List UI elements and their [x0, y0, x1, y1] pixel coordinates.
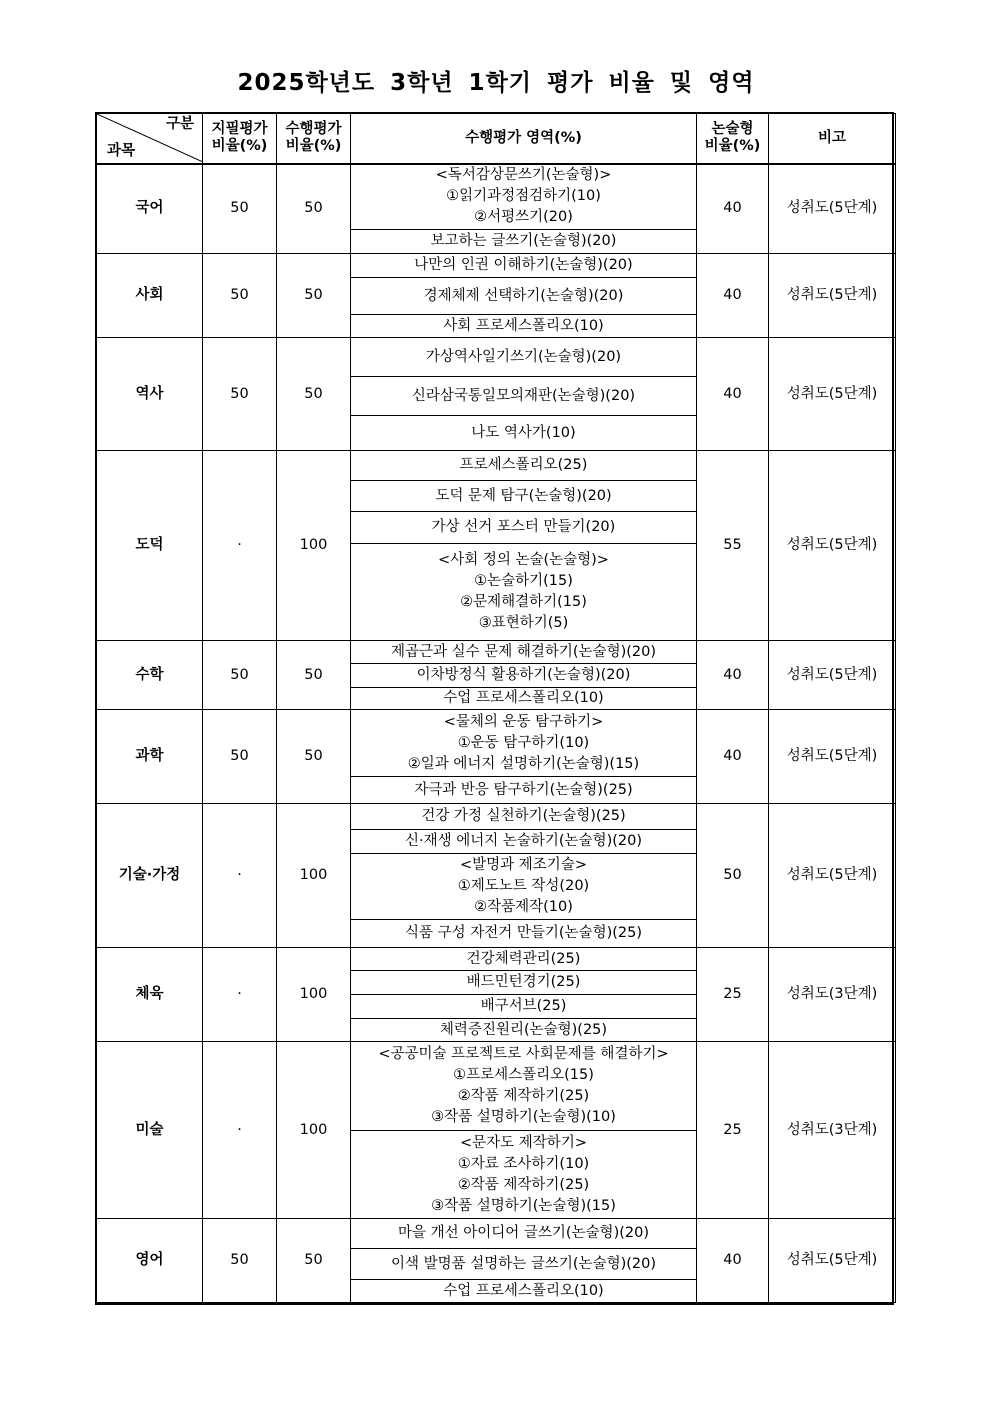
- essay-ratio-cell: 25: [697, 948, 769, 1042]
- area-line: ③표현하기(5): [478, 615, 569, 631]
- area-line: ①논술하기(15): [474, 573, 573, 589]
- header-written-ratio: 지필평가 비율(%): [203, 114, 277, 164]
- area-line: <사회 정의 논술(논술형)>: [438, 552, 609, 568]
- performance-area-cell: [351, 544, 697, 641]
- essay-ratio-cell: 40: [697, 164, 769, 254]
- performance-ratio-cell: 100: [277, 1042, 351, 1219]
- area-line: <독서감상문쓰기(논술형)>: [435, 167, 612, 184]
- written-ratio-cell: ·: [203, 948, 277, 1042]
- essay-ratio-cell: 55: [697, 451, 769, 641]
- performance-area-cell: [351, 315, 697, 338]
- area-line: 나만의 인권 이해하기(논술형)(20): [414, 257, 633, 273]
- subject-cell: 체육: [97, 948, 203, 1042]
- area-line: <공공미술 프로젝트로 사회문제를 해결하기>: [378, 1046, 669, 1062]
- performance-area-cell: [351, 254, 697, 278]
- area-line: 수업 프로세스폴리오(10): [443, 690, 604, 706]
- performance-ratio-cell: 50: [277, 164, 351, 254]
- table-row: [97, 804, 896, 830]
- header-performance-ratio: 수행평가 비율(%): [277, 114, 351, 164]
- performance-ratio-cell: 50: [277, 641, 351, 710]
- area-line: 신·재생 에너지 논술하기(논술형)(20): [405, 833, 642, 849]
- remarks-cell: 성취도(5단계): [769, 254, 896, 338]
- subject-cell: 과학: [97, 710, 203, 804]
- essay-ratio-cell: 25: [697, 1042, 769, 1219]
- area-line: 나도 역사가(10): [471, 424, 576, 441]
- area-line: 사회 프로세스폴리오(10): [443, 317, 604, 334]
- table-header-row: [97, 114, 896, 164]
- performance-area-cell: [351, 338, 697, 377]
- remarks-cell: 성취도(5단계): [769, 641, 896, 710]
- performance-ratio-cell: 100: [277, 948, 351, 1042]
- performance-area-cell: [351, 1131, 697, 1219]
- subject-cell: 영어: [97, 1219, 203, 1303]
- essay-ratio-cell: 40: [697, 641, 769, 710]
- header-essay-ratio: 논술형 비율(%): [697, 114, 769, 164]
- remarks-cell: 성취도(5단계): [769, 451, 896, 641]
- area-line: 경제체제 선택하기(논술형)(20): [423, 287, 624, 304]
- written-ratio-cell: 50: [203, 641, 277, 710]
- area-line: ②작품 제작하기(25): [457, 1088, 590, 1104]
- area-line: 프로세스폴리오(25): [459, 457, 588, 473]
- performance-area-cell: [351, 1019, 697, 1042]
- performance-ratio-cell: 50: [277, 1219, 351, 1303]
- essay-ratio-cell: 40: [697, 338, 769, 451]
- performance-area-cell: [351, 481, 697, 512]
- area-line: ③작품 설명하기(논술형)(15): [431, 1197, 616, 1214]
- corner-label-category: 구분: [165, 116, 194, 133]
- area-line: ②작품제작(10): [474, 899, 573, 915]
- header-remarks: 비고: [769, 114, 896, 164]
- remarks-cell: 성취도(5단계): [769, 804, 896, 948]
- area-line: ①운동 탐구하기(10): [457, 734, 590, 751]
- subject-cell: 수학: [97, 641, 203, 710]
- area-line: 수업 프로세스폴리오(10): [443, 1282, 604, 1299]
- performance-area-cell: [351, 451, 697, 481]
- table-row: [97, 254, 896, 278]
- written-ratio-cell: 50: [203, 338, 277, 451]
- written-ratio-cell: 50: [203, 164, 277, 254]
- essay-ratio-cell: 40: [697, 710, 769, 804]
- performance-area-cell: [351, 278, 697, 315]
- remarks-cell: 성취도(5단계): [769, 338, 896, 451]
- area-line: 이색 발명품 설명하는 글쓰기(논술형)(20): [390, 1255, 656, 1272]
- performance-area-cell: [351, 1280, 697, 1303]
- area-line: 신라삼국통일모의재판(논술형)(20): [411, 387, 636, 404]
- area-line: ②작품 제작하기(25): [457, 1176, 590, 1193]
- area-line: <발명과 제조기술>: [460, 857, 587, 873]
- performance-area-cell: [351, 416, 697, 451]
- remarks-cell: 성취도(5단계): [769, 1219, 896, 1303]
- written-ratio-cell: 50: [203, 254, 277, 338]
- essay-ratio-cell: 40: [697, 254, 769, 338]
- subject-cell: 도덕: [97, 451, 203, 641]
- performance-area-cell: [351, 830, 697, 854]
- written-ratio-cell: ·: [203, 451, 277, 641]
- area-line: ①자료 조사하기(10): [457, 1155, 590, 1172]
- performance-area-cell: [351, 377, 697, 416]
- area-line: 식품 구성 자전거 만들기(논술형)(25): [405, 925, 642, 941]
- table-row: [97, 710, 896, 777]
- subject-cell: 사회: [97, 254, 203, 338]
- page-title: 2025학년도 3학년 1학기 평가 비율 및 영역: [237, 70, 755, 96]
- performance-area-cell: [351, 1219, 697, 1249]
- header-performance-area: 수행평가 영역(%): [351, 114, 697, 164]
- table-row: [97, 1042, 896, 1131]
- performance-area-cell: [351, 710, 697, 777]
- area-line: 제곱근과 실수 문제 해결하기(논술형)(20): [390, 643, 656, 660]
- written-ratio-cell: ·: [203, 804, 277, 948]
- table-row: [97, 164, 896, 230]
- essay-ratio-cell: 40: [697, 1219, 769, 1303]
- subject-cell: 역사: [97, 338, 203, 451]
- performance-area-cell: [351, 230, 697, 254]
- area-line: 건강체력관리(25): [466, 950, 581, 967]
- written-ratio-cell: 50: [203, 710, 277, 804]
- performance-area-cell: [351, 920, 697, 948]
- area-line: 도덕 문제 탐구(논술형)(20): [435, 487, 612, 504]
- performance-ratio-cell: 50: [277, 254, 351, 338]
- subject-cell: 기술·가정: [97, 804, 203, 948]
- table-row: [97, 451, 896, 481]
- performance-ratio-cell: 50: [277, 710, 351, 804]
- performance-area-cell: [351, 688, 697, 710]
- area-line: 배구서브(25): [480, 998, 567, 1014]
- performance-area-cell: [351, 995, 697, 1019]
- table-row: [97, 1219, 896, 1249]
- written-ratio-cell: ·: [203, 1042, 277, 1219]
- performance-area-cell: [351, 971, 697, 995]
- performance-area-cell: [351, 948, 697, 971]
- performance-area-cell: [351, 1249, 697, 1280]
- area-line: 마을 개선 아이디어 글쓰기(논술형)(20): [397, 1225, 649, 1241]
- area-line: 체력증진원리(논술형)(25): [439, 1021, 608, 1038]
- table-row: [97, 948, 896, 971]
- subject-cell: 국어: [97, 164, 203, 254]
- performance-area-cell: [351, 777, 697, 804]
- area-line: 자극과 반응 탐구하기(논술형)(25): [414, 781, 633, 798]
- area-line: 배드민턴경기(25): [466, 974, 581, 990]
- area-line: ①프로세스폴리오(15): [453, 1067, 594, 1083]
- area-line: 보고하는 글쓰기(논술형)(20): [430, 233, 617, 249]
- table-row: [97, 338, 896, 377]
- remarks-cell: 성취도(5단계): [769, 710, 896, 804]
- table-row: [97, 641, 896, 664]
- remarks-cell: 성취도(3단계): [769, 1042, 896, 1219]
- written-ratio-cell: 50: [203, 1219, 277, 1303]
- performance-area-cell: [351, 1042, 697, 1131]
- essay-ratio-cell: 50: [697, 804, 769, 948]
- performance-ratio-cell: 100: [277, 451, 351, 641]
- area-line: 건강 가정 실천하기(논술형)(25): [421, 808, 626, 824]
- area-line: ②문제해결하기(15): [460, 594, 587, 610]
- area-line: ①제도노트 작성(20): [457, 878, 590, 894]
- evaluation-table: [96, 113, 896, 1303]
- remarks-cell: 성취도(5단계): [769, 164, 896, 254]
- area-line: 이차방정식 활용하기(논술형)(20): [416, 667, 631, 683]
- performance-area-cell: [351, 664, 697, 688]
- area-line: ②일과 에너지 설명하기(논술형)(15): [407, 755, 640, 772]
- area-line: 가상 선거 포스터 만들기(20): [431, 519, 616, 535]
- remarks-cell: 성취도(3단계): [769, 948, 896, 1042]
- area-line: <물체의 운동 탐구하기>: [443, 713, 604, 730]
- performance-area-cell: [351, 512, 697, 544]
- performance-ratio-cell: 50: [277, 338, 351, 451]
- area-line: ②서평쓰기(20): [474, 209, 573, 226]
- subject-cell: 미술: [97, 1042, 203, 1219]
- performance-ratio-cell: 100: [277, 804, 351, 948]
- area-line: ①읽기과정점검하기(10): [446, 188, 601, 205]
- performance-area-cell: [351, 641, 697, 664]
- performance-area-cell: [351, 804, 697, 830]
- area-line: ③작품 설명하기(논술형)(10): [431, 1109, 616, 1125]
- performance-area-cell: [351, 164, 697, 230]
- performance-area-cell: [351, 854, 697, 920]
- area-line: <문자도 제작하기>: [460, 1134, 587, 1151]
- corner-label-subject: 과목: [107, 143, 136, 160]
- area-line: 가상역사일기쓰기(논술형)(20): [425, 348, 622, 365]
- corner-header-cell: [97, 114, 203, 164]
